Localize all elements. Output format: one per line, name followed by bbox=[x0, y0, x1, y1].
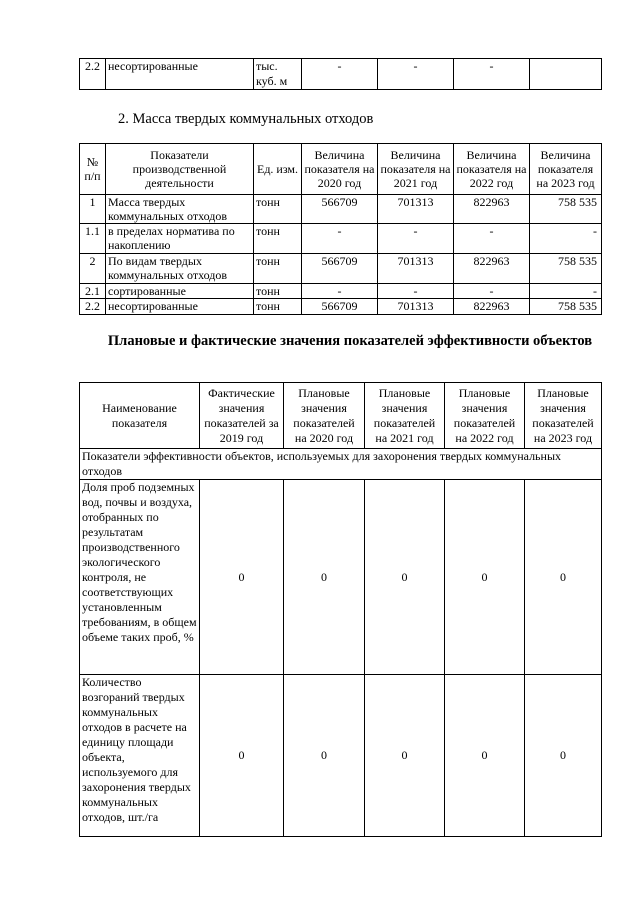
group-row bbox=[80, 449, 602, 480]
row-name: Доля проб подземных вод, почвы и воздуха, отобранных по результатам производственного экологического контроля, не соответствующих установленным требованиям, в общем объеме таких проб, % bbox=[80, 480, 200, 675]
header-2023: Величина показателя на 2023 год bbox=[530, 144, 602, 195]
value-2023: 758 535 bbox=[530, 299, 602, 315]
continuation-table bbox=[79, 58, 602, 90]
value-2021: 701313 bbox=[378, 195, 454, 224]
row-name: По видам твердых коммунальных отходов bbox=[106, 254, 254, 284]
mass-table bbox=[79, 143, 602, 315]
value-2022: 822963 bbox=[454, 299, 530, 315]
header-2022: Величина показателя на 2022 год bbox=[454, 144, 530, 195]
group-label: Показатели эффективности объектов, используемых для захоронения твердых коммунальных отходов bbox=[80, 449, 602, 480]
value-2023: 0 bbox=[525, 675, 602, 837]
value-2022: 0 bbox=[445, 675, 525, 837]
row-number: 1.1 bbox=[80, 224, 106, 254]
header-2021: Величина показателя на 2021 год bbox=[378, 144, 454, 195]
value-2023: - bbox=[530, 284, 602, 299]
row-number: 2.2 bbox=[80, 59, 106, 90]
table-row bbox=[80, 675, 602, 837]
header-2023: Плановые значения показателей на 2023 год bbox=[525, 383, 602, 449]
table-row bbox=[80, 224, 602, 254]
row-number: 1 bbox=[80, 195, 106, 224]
header-name: Наименование показателя bbox=[80, 383, 200, 449]
row-number: 2 bbox=[80, 254, 106, 284]
value-2021: 701313 bbox=[378, 299, 454, 315]
row-unit: тонн bbox=[254, 299, 302, 315]
row-unit: тонн bbox=[254, 254, 302, 284]
value-2023 bbox=[530, 59, 602, 90]
value-2020: 566709 bbox=[302, 299, 378, 315]
value-2022: 822963 bbox=[454, 254, 530, 284]
value-2022: 822963 bbox=[454, 195, 530, 224]
row-unit: тонн bbox=[254, 195, 302, 224]
header-2022: Плановые значения показателей на 2022 год bbox=[445, 383, 525, 449]
header-2019: Фактические значения показателей за 2019 год bbox=[200, 383, 284, 449]
row-name: Масса твердых коммунальных отходов bbox=[106, 195, 254, 224]
value-2020: 566709 bbox=[302, 254, 378, 284]
table-row bbox=[80, 195, 602, 224]
value-2019: 0 bbox=[200, 480, 284, 675]
header-num: № п/п bbox=[80, 144, 106, 195]
table-header-row bbox=[80, 144, 602, 195]
table-row bbox=[80, 299, 602, 315]
table-row bbox=[80, 480, 602, 675]
value-2019: 0 bbox=[200, 675, 284, 837]
header-2021: Плановые значения показателей на 2021 год bbox=[365, 383, 445, 449]
value-2023: - bbox=[530, 224, 602, 254]
row-number: 2.2 bbox=[80, 299, 106, 315]
value-2020: 0 bbox=[284, 675, 365, 837]
value-2020: 0 bbox=[284, 480, 365, 675]
row-name: несортированные bbox=[106, 299, 254, 315]
efficiency-table bbox=[79, 382, 602, 837]
row-unit: тонн bbox=[254, 224, 302, 254]
value-2020: - bbox=[302, 284, 378, 299]
value-2021: - bbox=[378, 284, 454, 299]
row-name: несортированные bbox=[106, 59, 254, 90]
table-header-row bbox=[80, 383, 602, 449]
table-row bbox=[80, 284, 602, 299]
header-2020: Величина показателя на 2020 год bbox=[302, 144, 378, 195]
table-row bbox=[80, 254, 602, 284]
row-name: в пределах норматива по накоплению bbox=[106, 224, 254, 254]
value-2020: - bbox=[302, 224, 378, 254]
row-unit: тыс. куб. м bbox=[254, 59, 302, 90]
row-name: Количество возгораний твердых коммунальных отходов в расчете на единицу площади объекта, используемого для захоронения твердых коммунальных отходов, шт./га bbox=[80, 675, 200, 837]
value-2023: 758 535 bbox=[530, 195, 602, 224]
header-name: Показатели производственной деятельности bbox=[106, 144, 254, 195]
header-2020: Плановые значения показателей на 2020 год bbox=[284, 383, 365, 449]
value-2020: - bbox=[302, 59, 378, 90]
value-2023: 758 535 bbox=[530, 254, 602, 284]
value-2021: - bbox=[378, 224, 454, 254]
value-2021: 0 bbox=[365, 480, 445, 675]
value-2022: - bbox=[454, 224, 530, 254]
row-number: 2.1 bbox=[80, 284, 106, 299]
value-2022: 0 bbox=[445, 480, 525, 675]
value-2023: 0 bbox=[525, 480, 602, 675]
section-title-mass: 2. Масса твердых коммунальных отходов bbox=[118, 111, 374, 127]
section-title-efficiency: Плановые и фактические значения показателей эффективности объектов bbox=[107, 333, 593, 349]
table-row bbox=[80, 59, 602, 90]
value-2022: - bbox=[454, 284, 530, 299]
value-2022: - bbox=[454, 59, 530, 90]
value-2021: 701313 bbox=[378, 254, 454, 284]
value-2021: - bbox=[378, 59, 454, 90]
value-2020: 566709 bbox=[302, 195, 378, 224]
header-unit: Ед. изм. bbox=[254, 144, 302, 195]
row-name: сортированные bbox=[106, 284, 254, 299]
row-unit: тонн bbox=[254, 284, 302, 299]
value-2021: 0 bbox=[365, 675, 445, 837]
